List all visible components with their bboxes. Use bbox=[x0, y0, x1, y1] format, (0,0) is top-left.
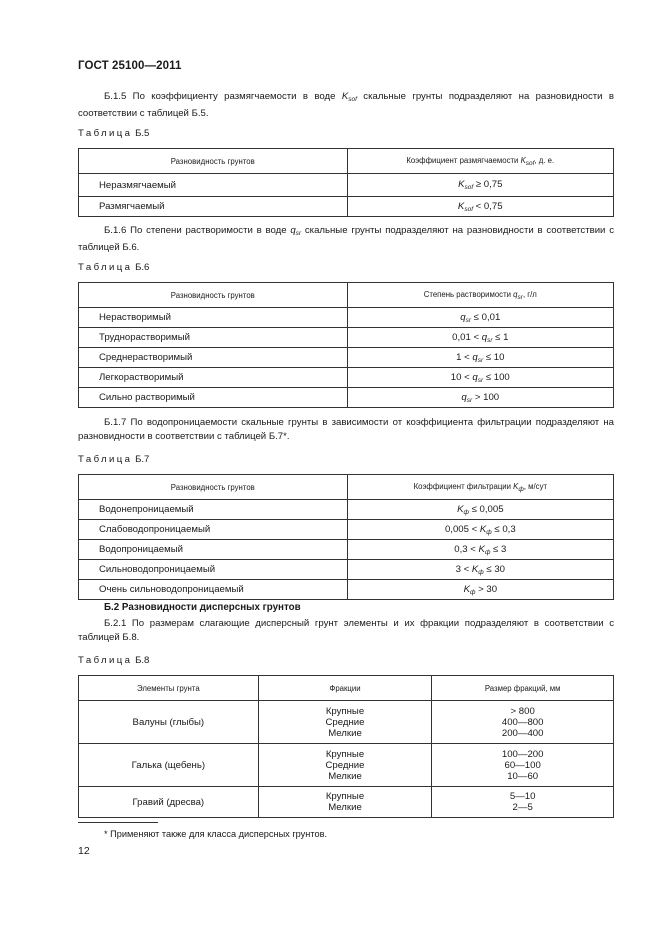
table-row bbox=[79, 560, 614, 580]
table-b5-caption: Таблица Б.5 bbox=[78, 128, 150, 139]
table-cell: Сильноводопроницаемый bbox=[79, 560, 348, 580]
table-cell: $K_{sof} \ge 0,75$ bbox=[347, 174, 613, 197]
table-row bbox=[79, 388, 614, 408]
table-b8 bbox=[78, 675, 614, 818]
table-cell: $3 < K_ф \le 30$ bbox=[347, 560, 613, 580]
table-b7-caption: Таблица Б.7 bbox=[78, 454, 150, 465]
table-b7 bbox=[78, 474, 614, 600]
table-header-row bbox=[79, 149, 614, 174]
table-cell: Среднерастворимый bbox=[79, 348, 348, 368]
table-cell: Гравий (дресва) bbox=[79, 787, 259, 818]
table-row bbox=[79, 520, 614, 540]
table-cell: Сильно растворимый bbox=[79, 388, 348, 408]
table-row bbox=[79, 368, 614, 388]
table-cell: $0,005 < K_ф \le 0,3$ bbox=[347, 520, 613, 540]
table-cell: $1 < q_{sr} \le 10$ bbox=[347, 348, 613, 368]
table-cell: Слабоводопроницаемый bbox=[79, 520, 348, 540]
table-cell: 5—10 2—5 bbox=[432, 787, 614, 818]
column-header: Размер фракций, мм bbox=[432, 676, 614, 701]
paragraph-b-1-6: Б.1.6 По степени растворимости в воде $q_{sr}$ скальные грунты подразделяют на разновидности в соответствии с таблицей Б.6. bbox=[78, 225, 614, 253]
table-cell: Размягчаемый bbox=[79, 197, 348, 217]
table-b5 bbox=[78, 148, 614, 217]
column-header: Коэффициент фильтрации $K_ф$, м/сут bbox=[347, 475, 613, 500]
column-header: Разновидность грунтов bbox=[79, 475, 348, 500]
column-header: Фракции bbox=[258, 676, 432, 701]
table-cell: Труднорастворимый bbox=[79, 328, 348, 348]
table-cell: 100—200 60—100 10—60 bbox=[432, 744, 614, 787]
table-cell: Галька (щебень) bbox=[79, 744, 259, 787]
table-cell: $K_ф > 30$ bbox=[347, 580, 613, 600]
section-heading: Б.2 Разновидности дисперсных грунтов bbox=[104, 602, 301, 613]
document-header: ГОСТ 25100—2011 bbox=[78, 60, 182, 72]
table-cell: $q_{sr} \le 0,01$ bbox=[347, 308, 613, 328]
table-row bbox=[79, 328, 614, 348]
table-row bbox=[79, 197, 614, 217]
table-cell: Крупные Мелкие bbox=[258, 787, 432, 818]
table-row bbox=[79, 348, 614, 368]
table-cell: $K_{sof} < 0,75$ bbox=[347, 197, 613, 217]
table-cell: $q_{sr} > 100$ bbox=[347, 388, 613, 408]
table-cell: $10 < q_{sr} \le 100$ bbox=[347, 368, 613, 388]
table-cell: Нерастворимый bbox=[79, 308, 348, 328]
table-header-row bbox=[79, 283, 614, 308]
table-header-row bbox=[79, 475, 614, 500]
table-cell: Крупные Средние Мелкие bbox=[258, 701, 432, 744]
column-header: Степень растворимости $q_{sr}$, г/л bbox=[347, 283, 613, 308]
table-cell: > 800 400—800 200—400 bbox=[432, 701, 614, 744]
table-cell: Неразмягчаемый bbox=[79, 174, 348, 197]
table-row bbox=[79, 500, 614, 520]
table-b8-caption: Таблица Б.8 bbox=[78, 655, 150, 666]
table-row bbox=[79, 744, 614, 787]
table-cell: Очень сильноводопроницаемый bbox=[79, 580, 348, 600]
column-header: Разновидность грунтов bbox=[79, 149, 348, 174]
paragraph-b-1-5: Б.1.5 По коэффициенту размягчаемости в воде $K_{sof}$ скальные грунты подразделяют на разновидности в соответствии с таблицей Б.5. bbox=[78, 91, 614, 119]
table-cell: Крупные Средние Мелкие bbox=[258, 744, 432, 787]
table-b6-caption: Таблица Б.6 bbox=[78, 262, 150, 273]
column-header: Элементы грунта bbox=[79, 676, 259, 701]
table-row bbox=[79, 701, 614, 744]
table-cell: $0,01 < q_{sr} \le 1$ bbox=[347, 328, 613, 348]
column-header: Коэффициент размягчаемости $K_{sof}$, д. е. bbox=[347, 149, 613, 174]
table-row bbox=[79, 787, 614, 818]
footnote-divider bbox=[78, 822, 158, 823]
table-cell: Водонепроницаемый bbox=[79, 500, 348, 520]
table-cell: $K_ф \le 0,005$ bbox=[347, 500, 613, 520]
table-row bbox=[79, 540, 614, 560]
table-cell: $0,3 < K_ф \le 3$ bbox=[347, 540, 613, 560]
table-cell: Валуны (глыбы) bbox=[79, 701, 259, 744]
table-header-row bbox=[79, 676, 614, 701]
table-row bbox=[79, 174, 614, 197]
column-header: Разновидность грунтов bbox=[79, 283, 348, 308]
table-row bbox=[79, 308, 614, 328]
page-number: 12 bbox=[78, 845, 90, 857]
paragraph-b-1-7: Б.1.7 По водопроницаемости скальные грунты в зависимости от коэффициента фильтрации подразделяют на разновидности в соответствии с таблицей Б.7*. bbox=[78, 417, 614, 442]
footnote: * Применяют также для класса дисперсных грунтов. bbox=[104, 829, 328, 839]
paragraph-b-2-1: Б.2.1 По размерам слагающие дисперсный грунт элементы и их фракции подразделяют в соответствии с таблицей Б.8. bbox=[78, 618, 614, 643]
table-b6 bbox=[78, 282, 614, 408]
table-row bbox=[79, 580, 614, 600]
table-cell: Водопроницаемый bbox=[79, 540, 348, 560]
table-cell: Легкорастворимый bbox=[79, 368, 348, 388]
